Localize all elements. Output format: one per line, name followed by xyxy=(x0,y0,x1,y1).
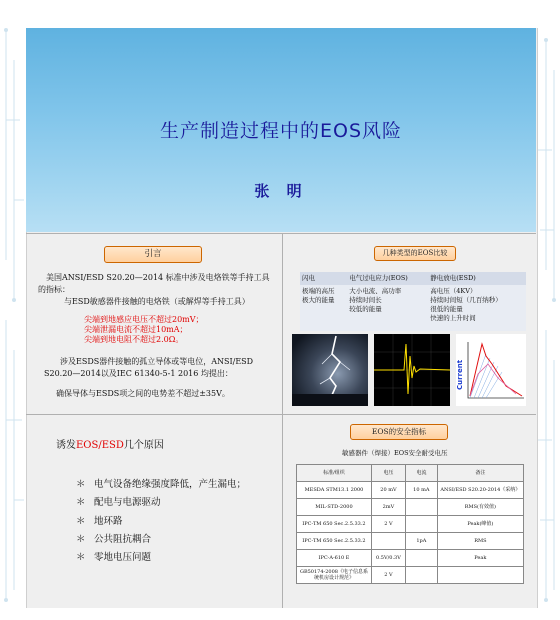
compare-text: 较低的能量 xyxy=(349,305,382,313)
causes-heading-red: EOS/ESD xyxy=(76,440,124,451)
table-cell: MIL-STD-2000 xyxy=(297,499,372,516)
table-cell: 10 mA xyxy=(405,482,437,499)
table-row xyxy=(297,550,524,567)
compare-text: 很低的能量 xyxy=(430,305,463,313)
compare-text: 持续时间短（几百纳秒） xyxy=(430,296,502,304)
table-cell: RMS(有效值) xyxy=(437,499,523,516)
cause-text: 公共阻抗耦合 xyxy=(94,534,152,545)
causes-heading-pre: 诱发 xyxy=(56,440,76,451)
cause-item xyxy=(76,494,161,508)
intro-para3: 确保导体与ESDS项之间的电势差不超过±35V。 xyxy=(56,389,230,398)
intro-heading: 引言 xyxy=(104,246,202,263)
intro-para2-line2: S20.20—2014以及IEC 61340-5-1 2016 均提出： xyxy=(44,369,233,378)
table-header-row xyxy=(297,465,524,482)
table-cell: 0.5V/0.3V xyxy=(371,550,405,567)
intro-para1-line2: 的指标： xyxy=(38,285,70,294)
cause-text: 零地电压问题 xyxy=(94,552,152,563)
cause-text: 配电与电源驱动 xyxy=(94,497,161,508)
table-cell xyxy=(405,516,437,533)
title-slide xyxy=(26,28,536,232)
table-cell xyxy=(371,533,405,550)
compare-text: 极端的高压 xyxy=(302,287,335,295)
table-cell: 2 V xyxy=(371,567,405,584)
table-cell: 20 mV xyxy=(371,482,405,499)
compare-text: 高电压（4KV） xyxy=(430,287,477,295)
compare-header-esd: 静电放电(ESD) xyxy=(428,272,526,285)
cause-item xyxy=(76,513,123,527)
intro-red-line: 尖端到地感应电压不超过20mV； xyxy=(84,315,204,324)
intro-para2-line1: 涉及ESDS器件接触的孤立导体或等电位，ANSI/ESD xyxy=(60,357,254,366)
horizontal-divider xyxy=(26,414,536,415)
compare-header-eos: 电气过电应力(EOS) xyxy=(347,272,428,285)
causes-heading xyxy=(56,436,164,451)
table-cell: IPC-A-610 E xyxy=(297,550,372,567)
safety-heading: EOS的安全指标 xyxy=(350,424,448,440)
compare-heading: 几种类型的EOS比较 xyxy=(374,246,456,261)
table-cell: GB50174-2008《电子信息系统机房设计规范》 xyxy=(297,567,372,584)
compare-text: 大小电流、高功率 xyxy=(349,287,402,295)
table-row xyxy=(297,567,524,584)
table-cell: Peak xyxy=(437,550,523,567)
table-header-cell: 备注 xyxy=(437,465,523,482)
intro-red-line: 尖端泄漏电流不超过10mA； xyxy=(84,325,188,334)
table-header-cell: 标准/组织 xyxy=(297,465,372,482)
lightning-image xyxy=(292,334,368,406)
bullet-icon: ＊ xyxy=(76,497,86,508)
eos-compare-table xyxy=(300,272,526,331)
table-row xyxy=(297,482,524,499)
causes-heading-post: 几个原因 xyxy=(123,440,164,451)
cause-item xyxy=(76,549,151,563)
table-cell: ANSI/ESD S20.20-2014《采纳》 xyxy=(437,482,523,499)
table-cell xyxy=(405,550,437,567)
compare-text: 快速的上升时间 xyxy=(430,314,476,322)
safety-table xyxy=(296,464,524,584)
esd-chart-axis-label: Current xyxy=(456,359,464,390)
safety-subtitle: 敏感器件（焊接）EOS安全耐受电压 xyxy=(342,449,448,457)
table-cell xyxy=(405,499,437,516)
table-cell: IPC-TM 650 Sec.2.5.33.2 xyxy=(297,516,372,533)
compare-text: 持续时间长 xyxy=(349,296,382,304)
cause-item xyxy=(76,531,151,545)
bullet-icon: ＊ xyxy=(76,534,86,545)
cause-text: 地环路 xyxy=(94,516,123,527)
table-cell xyxy=(405,567,437,584)
table-row xyxy=(297,533,524,550)
intro-red-line: 尖端到地电阻不超过2.0Ω。 xyxy=(84,335,184,344)
compare-text: 极大的能量 xyxy=(302,296,335,304)
table-cell: IPC-TM 650 Sec.2.5.33.2 xyxy=(297,533,372,550)
intro-para1-line1: 美国ANSI/ESD S20.20—2014 标准中涉及电烙铁等手持工具 xyxy=(46,273,270,282)
table-cell xyxy=(437,567,523,584)
author-name: 张 明 xyxy=(254,182,308,200)
compare-cell-esd xyxy=(428,285,526,331)
table-cell: 2mV xyxy=(371,499,405,516)
bullet-icon: ＊ xyxy=(76,479,86,490)
vertical-divider xyxy=(282,233,283,608)
table-cell: RMS xyxy=(437,533,523,550)
table-row xyxy=(297,516,524,533)
bullet-icon: ＊ xyxy=(76,516,86,527)
cause-text: 电气设备绝缘强度降低，产生漏电； xyxy=(94,479,247,490)
compare-cell-eos xyxy=(347,285,428,331)
intro-sub: 与ESD敏感器件接触的电烙铁（或解焊等手持工具） xyxy=(64,297,250,306)
compare-cell-lightning xyxy=(300,285,347,331)
table-cell: 2 V xyxy=(371,516,405,533)
esd-waveform-image xyxy=(456,334,526,406)
presentation-title: 生产制造过程中的EOS风险 xyxy=(159,120,403,142)
horizontal-divider xyxy=(26,233,536,234)
table-cell: Peak(峰值) xyxy=(437,516,523,533)
oscilloscope-image xyxy=(374,334,450,406)
table-cell: MESDA STM13.1 2000 xyxy=(297,482,372,499)
bullet-icon: ＊ xyxy=(76,552,86,563)
table-cell: 1pA xyxy=(405,533,437,550)
compare-header-lightning: 闪电 xyxy=(300,272,347,285)
table-header-cell: 电压 xyxy=(371,465,405,482)
cause-item xyxy=(76,476,246,490)
table-header-cell: 电流 xyxy=(405,465,437,482)
table-row xyxy=(297,499,524,516)
